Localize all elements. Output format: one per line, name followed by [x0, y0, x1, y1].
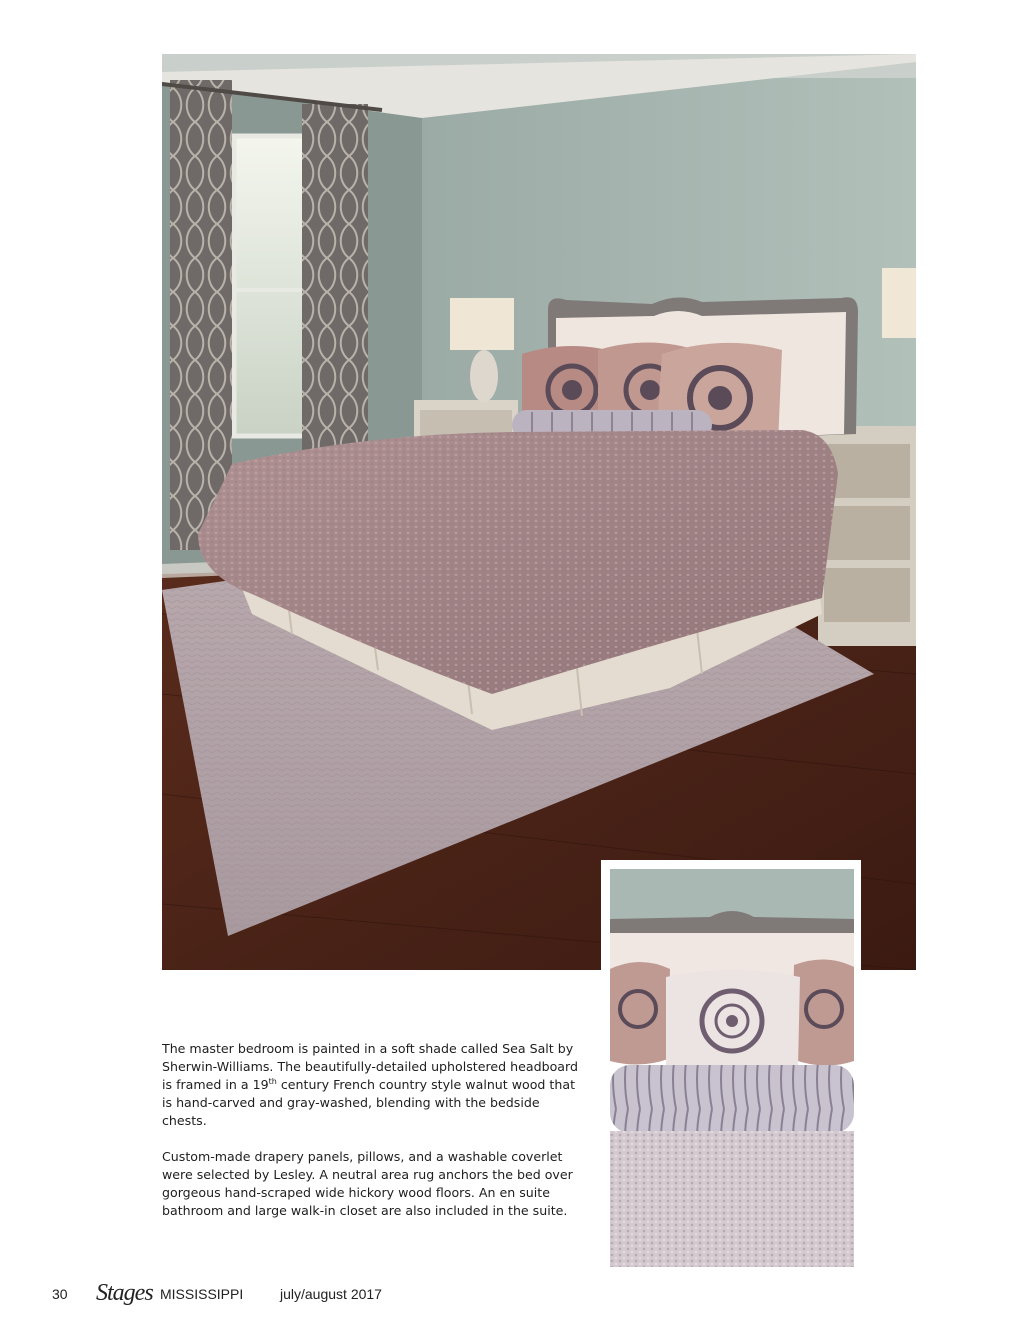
pillow-detail-illustration	[610, 869, 854, 1267]
main-bedroom-photo	[162, 54, 916, 970]
inset-photo-frame	[601, 860, 861, 1274]
superscript: th	[268, 1076, 277, 1086]
issue-date: july/august 2017	[280, 1286, 382, 1302]
page-footer	[52, 1282, 552, 1306]
caption-text: century French country style walnut wood that is hand-carved and gray-washed, blending with the bedside chests.	[162, 1077, 576, 1128]
photo-caption	[162, 1040, 582, 1238]
pillow-detail-photo	[610, 869, 854, 1267]
caption-paragraph-1	[162, 1040, 582, 1130]
magazine-state: MISSISSIPPI	[160, 1286, 244, 1302]
caption-paragraph-2: Custom-made drapery panels, pillows, and a washable coverlet were selected by Lesley. A neutral area rug anchors the bed over gorgeous hand-scraped wide hickory wood floors. An en suite bathroom and large walk-in closet are also included in the suite.	[162, 1149, 573, 1218]
bedroom-illustration	[162, 54, 916, 970]
caption-text: The master bedroom is painted in a soft shade called Sea Salt by Sherwin-Williams. The beautifully-detailed upholstered headboard is framed in a 19	[162, 1041, 578, 1092]
page-number: 30	[52, 1286, 68, 1302]
magazine-logo: Stages	[96, 1280, 153, 1306]
